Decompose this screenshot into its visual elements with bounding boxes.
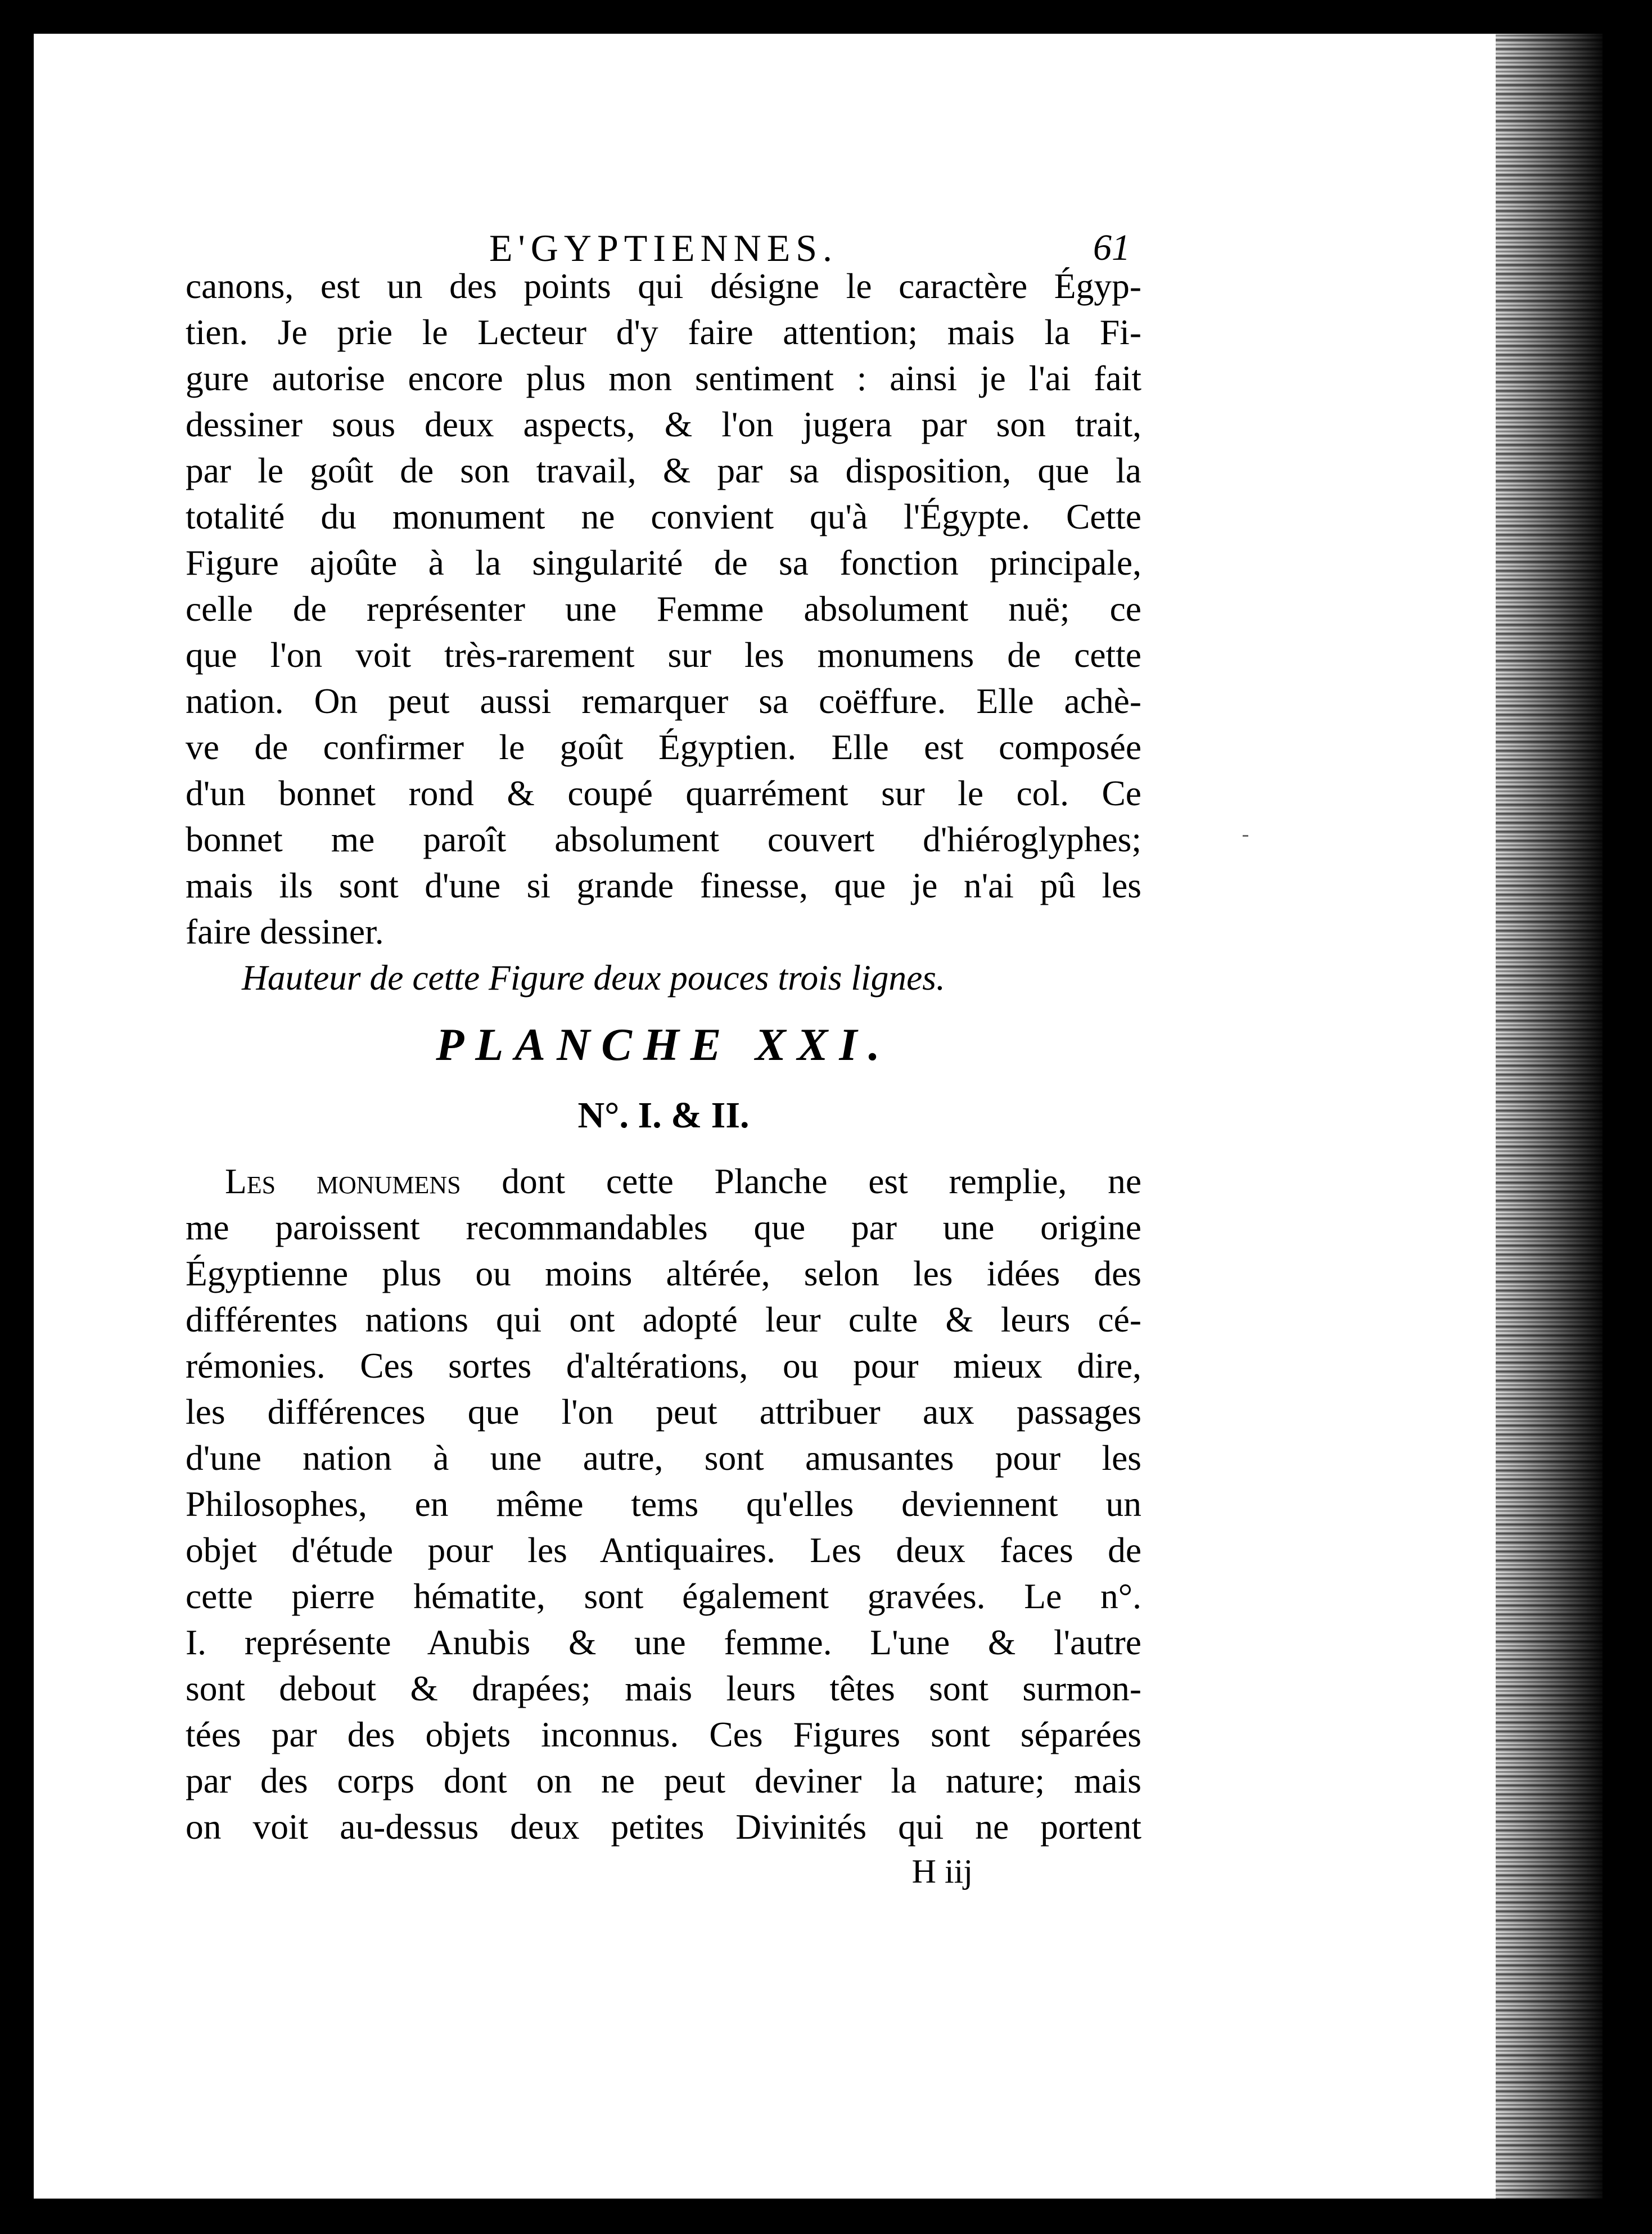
first-line-indent xyxy=(186,1161,225,1201)
text-line: tien. Je prie le Lecteur d'y faire attention; mais la Fi- xyxy=(186,312,1141,352)
text-line: on voit au-dessus deux petites Divinités qui ne portent xyxy=(186,1807,1141,1847)
text-line: les différences que l'on peut attribuer aux passages xyxy=(186,1392,1141,1432)
text-line: différentes nations qui ont adopté leur culte & leurs cé- xyxy=(186,1299,1141,1339)
text-line: Philosophes, en même tems qu'elles deviennent un xyxy=(186,1484,1141,1524)
running-head xyxy=(186,202,1141,269)
signature-mark: H iij xyxy=(911,1853,973,1890)
text-line: nation. On peut aussi remarquer sa coëffure. Elle achè- xyxy=(186,681,1141,721)
running-title: E'GYPTIENNES. xyxy=(489,227,838,269)
text-line: I. représente Anubis & une femme. L'une & l'autre xyxy=(186,1622,1141,1662)
text-line: faire dessiner. xyxy=(186,911,384,951)
text-line: totalité du monument ne convient qu'à l'Égypte. Cette xyxy=(186,497,1141,536)
text-line: gure autorise encore plus mon sentiment : ainsi je l'ai fait xyxy=(186,358,1141,398)
text-line: sont debout & drapées; mais leurs têtes sont surmon- xyxy=(186,1668,1141,1708)
text-line: Figure ajoûte à la singularité de sa fonction principale, xyxy=(186,543,1141,583)
page-edge-shadow xyxy=(1496,34,1603,2199)
first-line-rest: dont cette Planche est remplie, ne xyxy=(461,1161,1142,1201)
plate-title: PLANCHE XXI. xyxy=(436,1019,891,1070)
text-line: d'un bonnet rond & coupé quarrément sur le col. Ce xyxy=(186,773,1141,813)
page-number: 61 xyxy=(1093,227,1130,268)
text-line: mais ils sont d'une si grande finesse, que je n'ai pû les xyxy=(186,865,1141,905)
text-line: canons, est un des points qui désigne le caractère Égyp- xyxy=(186,266,1141,306)
text-line-first xyxy=(186,1158,1141,1204)
text-line: par le goût de son travail, & par sa disposition, que la xyxy=(186,450,1141,490)
figure-caption: Hauteur de cette Figure deux pouces trois lignes. xyxy=(242,958,945,998)
text-line: par des corps dont on ne peut deviner la nature; mais xyxy=(186,1761,1141,1800)
plate-number: N°. I. & II. xyxy=(577,1095,750,1136)
text-line: bonnet me paroît absolument couvert d'hiéroglyphes; xyxy=(186,819,1141,859)
text-line: tées par des objets inconnus. Ces Figures sont séparées xyxy=(186,1714,1141,1754)
text-line: rémonies. Ces sortes d'altérations, ou pour mieux dire, xyxy=(186,1346,1141,1385)
book-page xyxy=(34,34,1603,2199)
text-line: ve de confirmer le goût Égyptien. Elle est composée xyxy=(186,727,1141,767)
text-line: dessiner sous deux aspects, & l'on jugera par son trait, xyxy=(186,404,1141,444)
text-line: celle de représenter une Femme absolument nuë; ce xyxy=(186,589,1141,629)
text-line: me paroissent recommandables que par une origine xyxy=(186,1207,1141,1247)
text-line: d'une nation à une autre, sont amusantes pour les xyxy=(186,1438,1141,1478)
paragraph-2 xyxy=(186,1158,1141,1850)
lead-words: Les monumens xyxy=(225,1161,461,1201)
paragraph-1 xyxy=(186,263,1141,955)
text-line: objet d'étude pour les Antiquaires. Les deux faces de xyxy=(186,1530,1141,1570)
text-block xyxy=(186,202,1141,1893)
text-line: Égyptienne plus ou moins altérée, selon les idées des xyxy=(186,1253,1141,1293)
stray-mark xyxy=(1243,835,1248,837)
text-line: que l'on voit très-rarement sur les monumens de cette xyxy=(186,635,1141,675)
text-line: cette pierre hématite, sont également gravées. Le n°. xyxy=(186,1576,1141,1616)
